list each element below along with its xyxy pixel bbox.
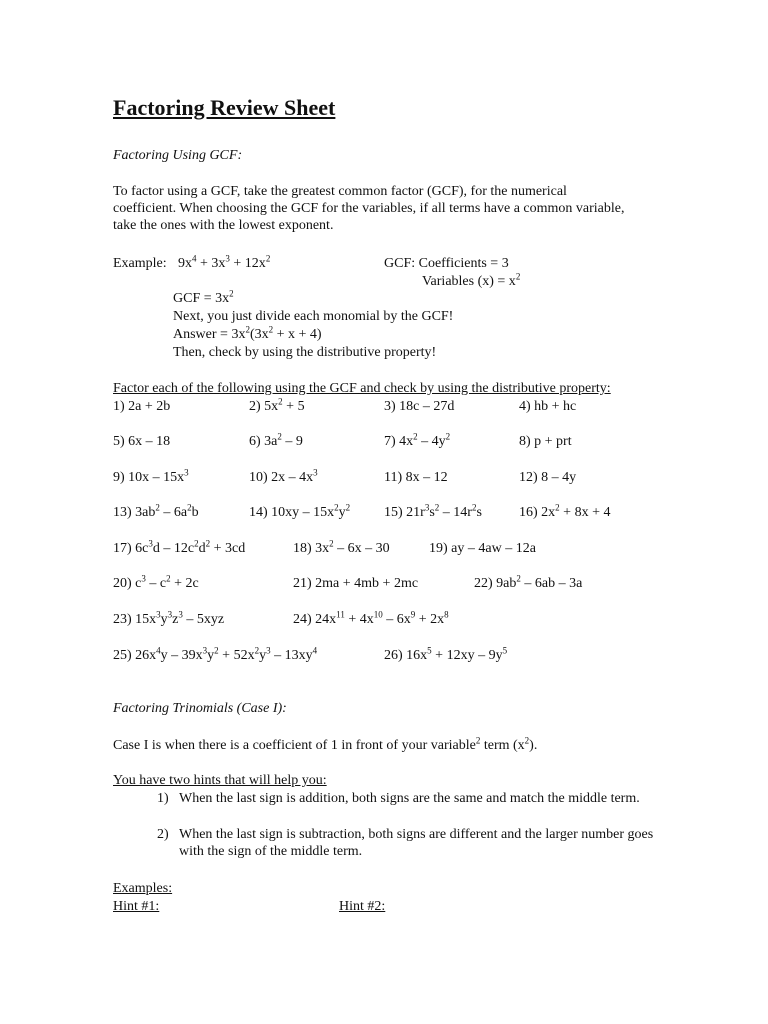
- problem-item: 5) 6x – 18: [113, 434, 171, 449]
- gcf-coefficients: GCF: Coefficients = 3: [384, 256, 509, 271]
- problem-item: 19) ay – 4aw – 12a: [429, 541, 536, 556]
- problem-item: 9) $10x - 15x^3$: [113, 467, 189, 485]
- problem-item: 17) $6c^3d - 12c^2d^2 + 3cd$: [113, 538, 246, 556]
- problem-item: 15) $21r^3s^2 - 14r^2s$: [384, 502, 482, 520]
- hint-1: [157, 790, 657, 807]
- hint-number: 2): [157, 827, 169, 842]
- problem-item: 24) $24x^{11} + 4x^{10} - 6x^9 + 2x^8$: [293, 609, 449, 627]
- problem-item: 4) hb + hc: [519, 399, 577, 414]
- hint1-label: Hint #1:: [113, 899, 160, 914]
- problem-item: 18) $3x^2 - 6x - 30$: [293, 538, 390, 556]
- problem-item: 3) 18c – 27d: [384, 399, 455, 414]
- problem-item: 1) 2a + 2b: [113, 399, 171, 414]
- hint-text: When the last sign is subtraction, both signs are different and the larger number goes with the sign of the middle term.: [179, 827, 654, 859]
- problem-item: 12) 8 – 4y: [519, 470, 577, 485]
- problem-item: 23) $15x^3y^3z^3 - 5xyz$: [113, 609, 225, 627]
- hint-number: 1): [157, 791, 169, 806]
- gcf-variables: Variables $(x) = x^2$: [422, 271, 521, 289]
- problem-item: 16) $2x^2 + 8x + 4$: [519, 502, 611, 520]
- problem-item: 10) $2x - 4x^3$: [249, 467, 318, 485]
- gcf-instructions: Factor each of the following using the GCF and check by using the distributive property:: [113, 381, 611, 396]
- hint-text: When the last sign is addition, both signs are the same and match the middle term.: [179, 791, 640, 806]
- problem-item: 25) $26x^4y - 39x^3y^2 + 52x^2y^3 - 13xy^4$: [113, 645, 318, 663]
- hint-2: [157, 826, 657, 860]
- case-definition: Case I is when there is a coefficient of 1 in front of your variable$^2$ term $(x^2)$.: [113, 735, 538, 753]
- problem-item: 20) $c^3 - c^2 + 2c$: [113, 573, 199, 591]
- trinomial-heading: Factoring Trinomials (Case I):: [113, 701, 287, 716]
- page-title: Factoring Review Sheet: [113, 95, 336, 120]
- problem-item: 2) $5x^2 + 5$: [249, 396, 305, 414]
- problem-item: 22) $9ab^2 - 6ab - 3a$: [474, 573, 583, 591]
- example-expression: $9x^4 + 3x^3 + 12x^2$: [178, 253, 271, 271]
- problem-item: 26) $16x^5 + 12xy - 9y^5$: [384, 645, 508, 663]
- example-label: Example:: [113, 256, 167, 271]
- gcf-equation: GCF = $3x^2$: [173, 288, 234, 306]
- problem-item: 7) $4x^2 - 4y^2$: [384, 431, 451, 449]
- hints-heading: You have two hints that will help you:: [113, 773, 327, 788]
- problem-item: 8) p + prt: [519, 434, 572, 449]
- problem-item: 21) 2ma + 4mb + 2mc: [293, 576, 419, 591]
- problem-item: 11) 8x – 12: [384, 470, 448, 485]
- hint2-label: Hint #2:: [339, 899, 386, 914]
- problem-item: 13) $3ab^2 - 6a^2b$: [113, 502, 199, 520]
- examples-label: Examples:: [113, 881, 173, 896]
- divide-step: Next, you just divide each monomial by the GCF!: [173, 309, 454, 324]
- gcf-intro: To factor using a GCF, take the greatest common factor (GCF), for the numerical coefficient. When choosing the GCF for the variables, if all terms have a common variable, take the ones with the lowest exponent.: [113, 184, 625, 233]
- worksheet-page: [113, 0, 673, 1024]
- gcf-heading: Factoring Using GCF:: [113, 148, 243, 163]
- check-step: Then, check by using the distributive property!: [173, 345, 437, 360]
- example-answer: Answer = $3x^2(3x^2 + x + 4)$: [173, 324, 322, 342]
- problem-item: 6) $3a^2 - 9$: [249, 431, 303, 449]
- problem-item: 14) $10xy - 15x^2y^2$: [249, 502, 351, 520]
